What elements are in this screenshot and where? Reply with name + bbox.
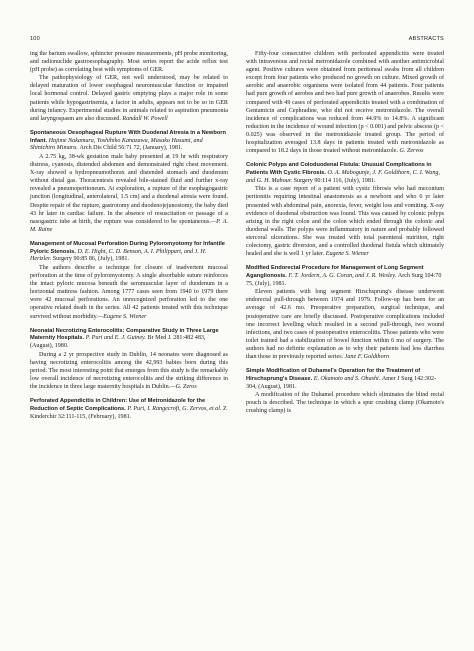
abstract-body: Fifty-four consecutive children with perforated appendicitis were treated with intravenous and rectal metronidazole combined with another antimicrobial agent. Positive cultures were obtained from peritoneal swabs from all children except from four patients who produced no growth on culture. Mixed growth of aerobic and anaerobic organisms were isolated from 44 patients. Four patients had pure growth of aerobes and two had pure growth of anaerobes. Results were compared with 49 cases of perforated appendicitis treated with a combination of Gentamicin and Cephradine, who did not receive metronidazole. The overall incidence of complications was reduced from 44.9% to 14.8%. A significant reduction in the incidence of wound infection (p < 0.001) and pelvic abscess (p < 0.025) was observed in the metronidazole treated group. The period of hospitalization averaged 13.8 days in patients treated with metronidazole as compared to 18.2 days in those treated without metronidazole. G. Zervos bbox=[246, 51, 444, 155]
abstract-title: Neonatal Necrotizing Enterocolitis: Comparative Study in Three Large Maternity Hospitals. P. Puri and E. J. Guiney. Br Med J. 281:482 483, (August), 1980. bbox=[30, 327, 219, 350]
page-number: 100 bbox=[30, 36, 40, 42]
abstract-body: The authors describe a technique for closure of inadvertent mucosal perforation at the time of pyloromyotomy. A single absorbable suture reinforces the intact pyloric mucosa beneath the seromuscular layer of duodenum in a horizontal mattress fashion. Among 1777 cases seen from 1940 to 1979 there were 42 mucosal perforations. An unrecognized perforation led to the one operative related death in the series. All 42 patients treated with this technique survived without morbidity.—Eugene S. Wiener bbox=[30, 265, 228, 320]
abstract-title: Modified Endorectal Procedure for Management of Long Segment Aganglionosis. F. T. Jordern, A. G. Coran, and J. R. Wesley. Arch Surg 104:70 75, (July), 1981. bbox=[246, 265, 442, 287]
intro-paragraph-2: The pathophysiology of GER, not well understood, may be related to delayed maturation of lower esophageal neuromuscular function or impaired local hormonal control. Delayed gastric emptying plays a major role in some patients while hypogastrinemia, a factor in adults, appears not to be so in GER during infancy. Experimental studies in animals related to aspiration pneumonia and laryngospasm are also discussed. Randall W. Powell bbox=[30, 75, 228, 122]
abstract-title: Simple Modification of Duhamel's Operation for the Treatment of Hirschsprung's Disease. E. Okamoto and S. Ohashi. Amer J Surg 142:302-304, (August), 1981. bbox=[246, 368, 437, 390]
intro-paragraph: ing the barium swallow, sphincter pressure measurements, pH probe monitoring, and radionuclide gastroesophagraphy. Most series report the acide reflux test (pH probe) as correlating best with symptoms of GER. bbox=[30, 51, 228, 74]
left-column bbox=[30, 50, 228, 421]
abstract-body: Eleven patients with long segment Hirschsprung's disease underwent endorectal pull-through between 1974 and 1979. Follow-up has been for an average of 42.6 mo. Preoperative preparation, surgical technique, and postoperative care are briefly discussed. Postoperative complications included one incorrect levelling which resulted in a second pull-through, two wound infections, and two cases of postoperative enterocolitis. Those patients who were toilet trained had a stabilization of bowel function within 6 mo of surgery. The authors had no definite explanation as to why their patients had less diarrhea than those in previously reported series. Jane F. Goldthorn bbox=[246, 289, 444, 361]
abstract-body: This is a case report of a patient with cystic fibrosis who had meconium peritonitis requiring intestinal anastomosis as a newborn and who 6 yr later presented with abdominal pain, anorexia, fever, weight loss and vomiting. X-ray evidence of duodenal obstruction was found. This was caused by colonic polyps arising in the right colon and the colon which ended through the colonic and duodenal walls. The polyps were inflammatory in nature and probably followed stercoral ulcerations. She was treated with total parenteral nutrition, right colectomy, gastric diversion, and a controlled duodenal fistula which ultimately healed and she is well 1 yr later. Eugene S. Wiener bbox=[246, 186, 444, 258]
abstract-title: Colonic Polyps and Coloduodenal Fistula: Unusual Complications in Patients With Cystic Fibrosis. O. A. Mabogunje, J. F. Goldthorn, C. I. Wang, and G. H. Mahour. Surgery 90:114 116, (July), 1981. bbox=[246, 162, 440, 184]
page-header bbox=[30, 36, 444, 46]
intro-signature: Randall W. Powell bbox=[122, 115, 168, 122]
abstract-body: During a 2 yr prospective study in Dublin, 14 neonates were diagnosed as having necrotizing enterocolitis among the 42,993 babies born during this period. The most interesting point that emerges from this study is the remarkably low overall incidence of necrotizing enterocolitis and the striking difference in the incidence in three large maternity hospitals in Dublin.—G. Zeros bbox=[30, 351, 228, 391]
abstract-title: Management of Mucosal Perforation During Pyloromyotomy for Infantile Pyloric Stenosis. D. E. Hight, C. D. Benson, A. I. Philippart, and J. H. Hertzler. Surgery 90:85 86, (July), 1981. bbox=[30, 240, 225, 263]
abstract-body: A 2.75 kg, 38-wk gestation male baby presented at 19 hr with respiratory distress, cyanosis, distended abdomen and demonstrated right chest movement. X-ray showed a hydropneumothorax and distended stomach and duodenum without distal gas. Thoracentesis revealed bile-stained fluid and further x-ray revealed a pneumoperitoneum. At exploration, a rupture of the esophagogastric junction (longitudinal, anterolateral, 1.5 cm) and a duodenal atresia were found. Despite repair of the rupture, gastrotomy and duodenojejunostomy, the baby died 43 hr later in cardiac failure. In the absence of resuscitation or passage of a nasogastric tube at birth, the rupture was considered to be spontaneous.—P. A. M. Raine bbox=[30, 153, 228, 233]
abstract-title: Spontaneous Oesophageal Rupture With Duodenal Atresia in a Newborn Infant. Hajime Nakamura, Yoshihiko Kanazawa, Masako Hasumi, and Shinichiro Mimaru. Arch Dis Child 56:71 72, (January), 1981. bbox=[30, 129, 226, 152]
section-title: ABSTRACTS bbox=[408, 36, 444, 42]
abstract-body: A modification of the Duhamel procedure which eliminates the blind rectal pouch is described. The technique in which a spur crushing clamp (Okamoto's crushing clamp) is bbox=[246, 392, 444, 415]
abstract-title: Perforated Appendicitis in Children: Use of Metronidazole for the Reduction of Septic Complications. P. Puri, I. Rangecroft, G. Zervos, et al. Z Kinderchir 32:111-115, (February), 1981. bbox=[30, 398, 227, 420]
right-column bbox=[246, 50, 444, 416]
